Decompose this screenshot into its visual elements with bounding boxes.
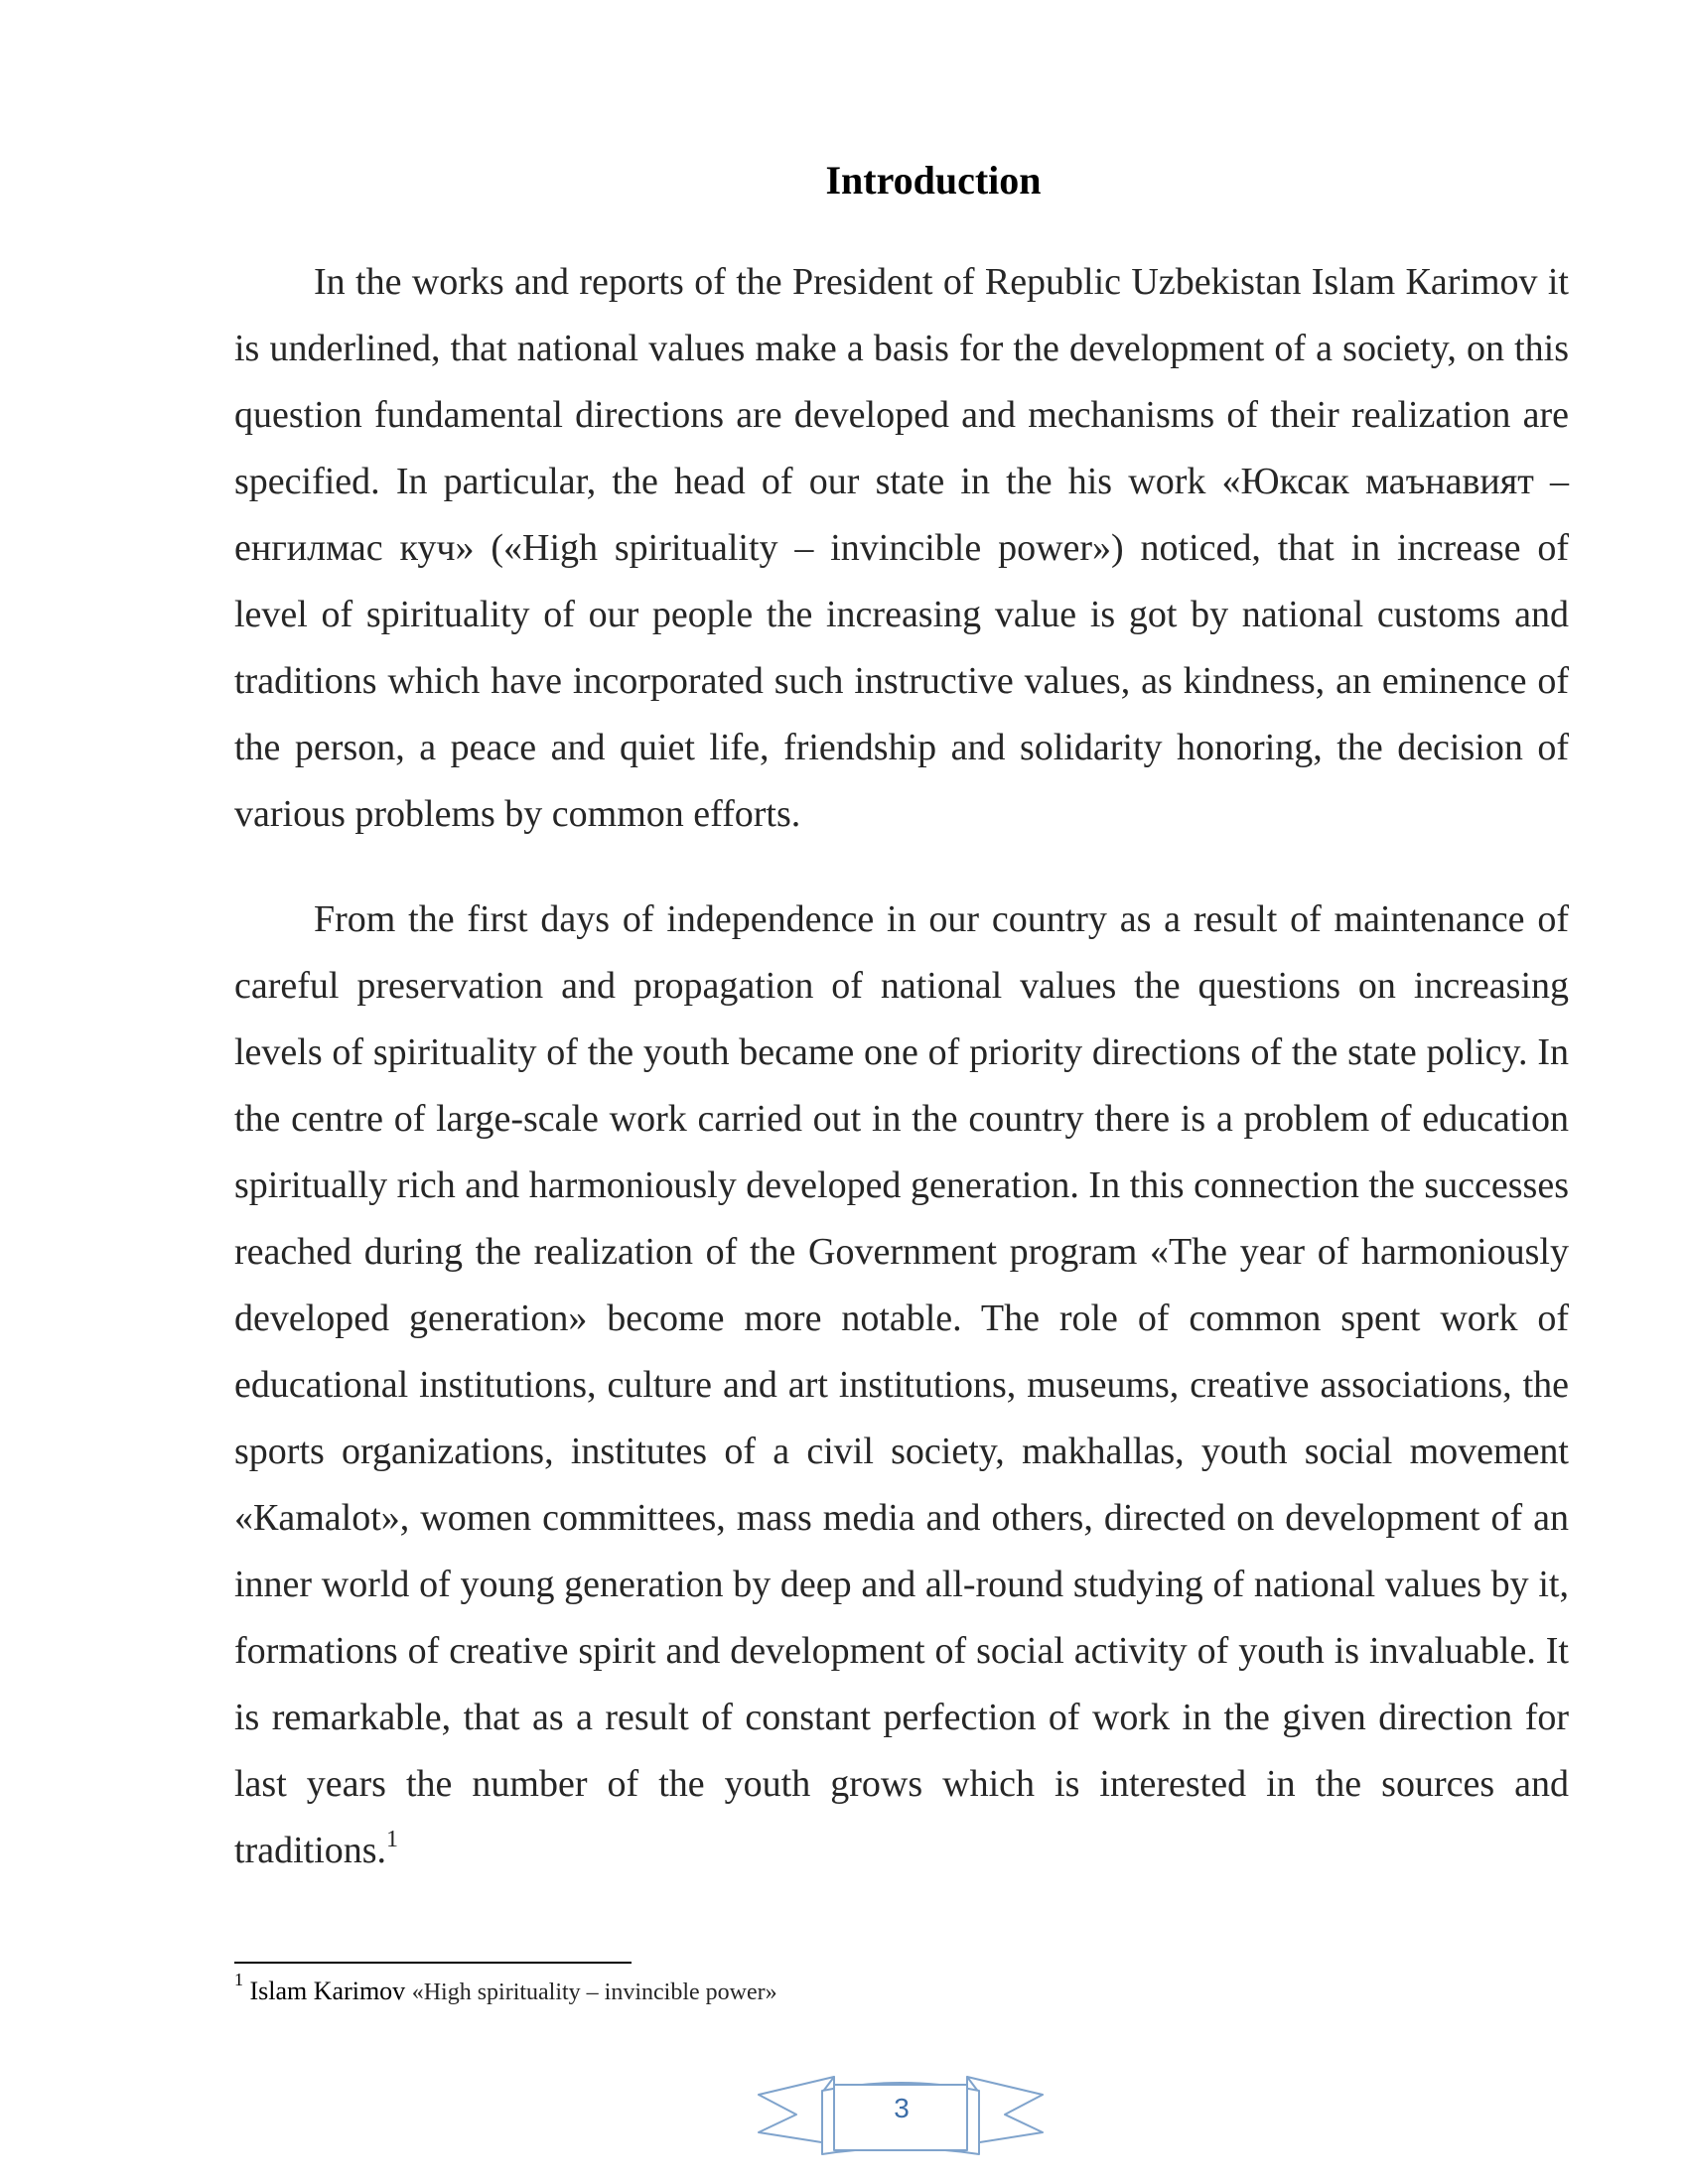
footnote-separator (234, 1962, 632, 1964)
paragraph-2-text: From the first days of independence in our country as a result of maintenance of careful preservation and propagation of national values the questions on increasing levels of spirituality of the youth became one of priority directions of the state policy. In the centre of large-scale work carried out in the country there is a problem of education spiritually rich and harmoniously developed generation. In this connection the successes reached during the realization of the Government program «The year of harmoniously developed generation» become more notable. The role of common spent work of educational institutions, culture and art institutions, museums, creative associations, the sports organizations, institutes of a civil society, makhallas, youth social movement «Кamalot», women committees, mass media and others, directed on development of an inner world of young generation by deep and all-round studying of national values by it, formations of creative spirit and development of social activity of youth is invaluable. It is remarkable, that as a result of constant perfection of work in the given direction for last years the number of the youth grows which is interested in the sources and traditions. (234, 898, 1569, 1871)
footnote-reference[interactable]: 1 (386, 1827, 399, 1853)
footnote-title: «High spirituality – invincible power» (411, 1979, 777, 2005)
paragraph-1: In the works and reports of the President of Republic Uzbekistan Islam Кarimov it is underlined, that national values make a basis for the development of a society, on this question fundamental directions are developed and mechanisms of their realization are specified. In particular, the head of our state in the his work «Юксак маънавият – енгилмас куч» («High spirituality – invincible power») noticed, that in increase of level of spirituality of our people the increasing value is got by national customs and traditions which have incorporated such instructive values, as kindness, an eminence of the person, a peace and quiet life, friendship and solidarity honoring, the decision of various problems by common efforts. (234, 261, 1569, 835)
footnote (234, 1972, 1426, 2012)
paragraph-2-container (234, 887, 1569, 1884)
footnote-number: 1 (234, 1970, 243, 1990)
paragraph-1-container (234, 249, 1569, 848)
footnote-author: Islam Karimov (249, 1977, 406, 2005)
paragraph-2 (234, 887, 1569, 1884)
page-number: 3 (894, 2093, 910, 2123)
page-title: Introduction (825, 158, 1042, 203)
